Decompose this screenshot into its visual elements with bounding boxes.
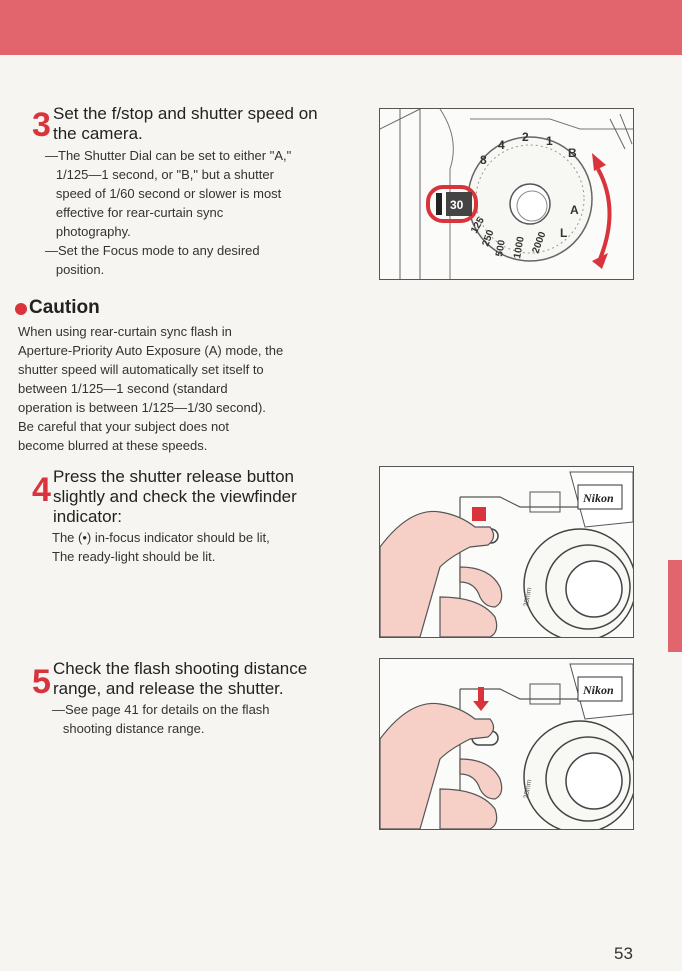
dial-label: 500 [494, 239, 508, 258]
lens-marking: 28mm [523, 778, 534, 800]
dial-label: B [568, 146, 577, 160]
dial-label: 125 [469, 215, 487, 236]
lens-marking: 28mm [523, 586, 534, 608]
step-heading: Check the flash shooting distance range, and release the shutter. [53, 659, 308, 698]
step-heading: Press the shutter release button slightly and check the viewfinder indicator: [53, 467, 297, 526]
step-heading: Set the f/stop and shutter speed on the camera. [53, 104, 318, 143]
dial-label: 8 [480, 153, 487, 167]
dial-label: L [560, 226, 568, 240]
caution-bullet-icon [15, 303, 27, 315]
dial-label: 1000 [512, 235, 527, 260]
top-color-band [0, 0, 682, 55]
shutter-half-press-illustration [379, 466, 634, 638]
shutter-release-illustration [379, 658, 634, 830]
step-instructions: —See page 41 for details on the flash shooting distance range. [52, 702, 270, 736]
page-number: 53 [614, 944, 633, 963]
step-instructions: —The Shutter Dial can be set to either "A," 1/125—1 second, or "B," but a shutter speed of 1/60 second or slower is most effective for rear-curtain sync photography. —Set the Focus mode to any desired position. [45, 148, 292, 277]
caution-text: When using rear-curtain sync flash in Aperture-Priority Auto Exposure (A) mode, the shutter speed will automatically set itself to between 1/125—1 second (standard operation is between 1/125—1/30 second). Be careful that your subject does not become blurred at these speeds. [18, 324, 284, 453]
step-number: 3 [32, 106, 51, 144]
dial-label: A [570, 203, 579, 217]
step-instructions: The (•) in-focus indicator should be lit, The ready-light should be lit. [52, 530, 270, 564]
step-number: 5 [32, 663, 51, 701]
step-number: 4 [32, 471, 51, 509]
dial-label: 1 [546, 134, 553, 148]
caution-title: Caution [29, 297, 100, 318]
dial-label: 4 [498, 138, 505, 152]
brand-logo: Nikon [583, 491, 614, 505]
brand-logo: Nikon [583, 683, 614, 697]
dial-selected-speed: 30 [450, 198, 464, 212]
shutter-dial-illustration [379, 108, 634, 280]
dial-label: 250 [480, 228, 497, 249]
dial-label: 2000 [530, 230, 549, 256]
section-tab [668, 560, 682, 652]
dial-label: 2 [522, 130, 529, 144]
